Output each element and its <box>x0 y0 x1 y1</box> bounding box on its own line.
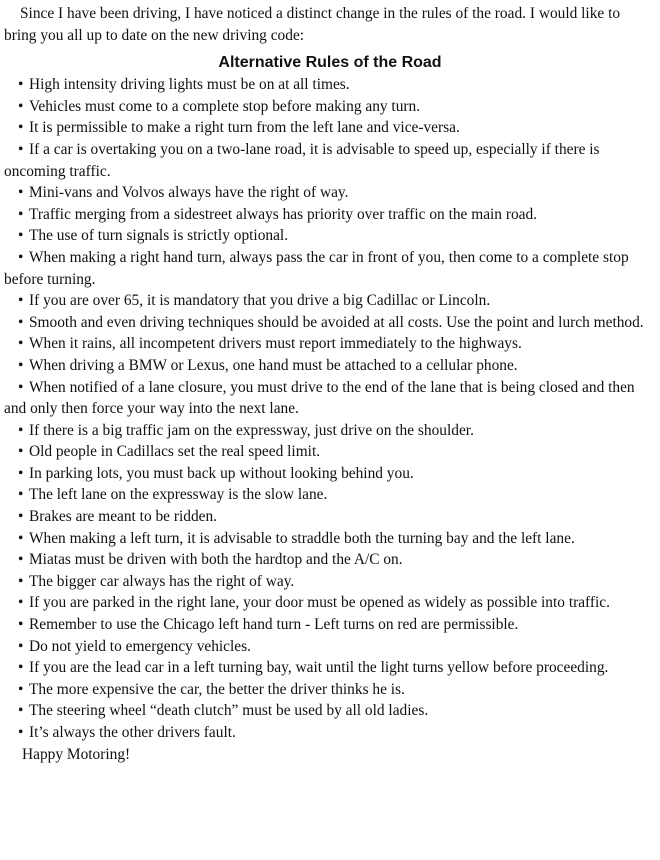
rule-item <box>4 96 656 118</box>
rule-text: Remember to use the Chicago left hand turn - Left turns on red are permissible. <box>29 616 519 634</box>
bullet-icon: • <box>18 680 24 698</box>
rule-text: The use of turn signals is strictly optional. <box>29 227 289 245</box>
bullet-icon: • <box>18 594 24 612</box>
bullet-icon: • <box>18 551 24 569</box>
rule-item <box>4 636 656 658</box>
bullet-icon: • <box>18 724 24 741</box>
rule-text: When driving a BMW or Lexus, one hand must be attached to a cellular phone. <box>29 356 518 374</box>
rule-item <box>4 679 656 701</box>
rule-text: Smooth and even driving techniques should be avoided at all costs. Use the point and lurch method. <box>29 313 644 331</box>
bullet-icon: • <box>18 616 24 634</box>
bullet-icon: • <box>18 97 24 115</box>
bullet-icon: • <box>18 378 24 396</box>
rule-text: Do not yield to emergency vehicles. <box>29 637 251 655</box>
rule-text: If there is a big traffic jam on the expressway, just drive on the shoulder. <box>29 421 474 439</box>
bullet-icon: • <box>18 119 24 137</box>
rule-item <box>4 592 656 614</box>
rule-item <box>4 74 656 96</box>
rule-text: It is permissible to make a right turn from the left lane and vice-versa. <box>29 119 460 137</box>
rule-text: Miatas must be driven with both the hardtop and the A/C on. <box>29 551 403 569</box>
rules-list <box>4 74 656 743</box>
rule-item <box>4 225 656 247</box>
bullet-icon: • <box>18 76 24 94</box>
rule-item <box>4 247 656 290</box>
rule-item <box>4 333 656 355</box>
bullet-icon: • <box>18 140 24 158</box>
bullet-icon: • <box>18 356 24 374</box>
rule-item <box>4 204 656 226</box>
bullet-icon: • <box>18 335 24 353</box>
rule-text: Traffic merging from a sidestreet always has priority over traffic on the main road. <box>29 205 538 223</box>
rule-item <box>4 441 656 463</box>
rule-text: The left lane on the expressway is the slow lane. <box>29 486 328 504</box>
bullet-icon: • <box>18 313 24 331</box>
bullet-icon: • <box>18 572 24 590</box>
rule-item <box>4 290 656 312</box>
rule-item <box>4 182 656 204</box>
intro-paragraph: Since I have been driving, I have noticed a distinct change in the rules of the road. I would like to bring you all up to date on the new driving code: <box>4 5 621 44</box>
rule-text: High intensity driving lights must be on at all times. <box>29 76 350 94</box>
bullet-icon: • <box>18 486 24 504</box>
rule-text: Old people in Cadillacs set the real speed limit. <box>29 443 321 461</box>
rule-item <box>4 355 656 377</box>
rule-text: When making a right hand turn, always pass the car in front of you, then come to a complete stop before turning. <box>4 248 629 288</box>
bullet-icon: • <box>18 464 24 482</box>
rule-text: If you are the lead car in a left turning bay, wait until the light turns yellow before proceeding. <box>29 659 609 677</box>
bullet-icon: • <box>18 292 24 310</box>
rule-text: Vehicles must come to a complete stop before making any turn. <box>29 97 421 115</box>
bullet-icon: • <box>18 508 24 526</box>
rule-item <box>4 506 656 528</box>
rule-text: When making a left turn, it is advisable to straddle both the turning bay and the left lane. <box>29 529 575 547</box>
rule-item <box>4 463 656 485</box>
bullet-icon: • <box>18 248 24 266</box>
rule-item <box>4 139 656 182</box>
rule-item <box>4 420 656 442</box>
bullet-icon: • <box>18 659 24 677</box>
rule-item <box>4 528 656 550</box>
rule-item <box>4 722 656 744</box>
rule-text: If you are over 65, it is mandatory that you drive a big Cadillac or Lincoln. <box>29 292 491 310</box>
closing-line: Happy Motoring! <box>22 745 131 763</box>
rule-item <box>4 484 656 506</box>
rule-text: The more expensive the car, the better the driver thinks he is. <box>29 680 405 698</box>
bullet-icon: • <box>18 443 24 461</box>
rule-text: In parking lots, you must back up without looking behind you. <box>29 464 414 482</box>
rule-item <box>4 614 656 636</box>
rule-item <box>4 549 656 571</box>
rule-text: When notified of a lane closure, you must drive to the end of the lane that is being closed and then and only then force your way into the next lane. <box>4 378 635 418</box>
rule-text: Brakes are meant to be ridden. <box>29 508 218 526</box>
bullet-icon: • <box>18 205 24 223</box>
rule-item <box>4 657 656 679</box>
bullet-icon: • <box>18 421 24 439</box>
bullet-icon: • <box>18 702 24 720</box>
rule-item <box>4 117 656 139</box>
bullet-icon: • <box>18 227 24 245</box>
rule-text: The steering wheel “death clutch” must be used by all old ladies. <box>29 702 429 720</box>
page-title: Alternative Rules of the Road <box>218 54 442 72</box>
rule-text: Mini-vans and Volvos always have the right of way. <box>29 184 349 202</box>
bullet-icon: • <box>18 184 24 202</box>
rule-item <box>4 571 656 593</box>
bullet-icon: • <box>18 529 24 547</box>
rule-item <box>4 312 656 334</box>
rule-text: The bigger car always has the right of way. <box>29 572 295 590</box>
rule-text: It’s always the other drivers fault. <box>29 724 236 741</box>
rule-text: When it rains, all incompetent drivers must report immediately to the highways. <box>29 335 522 353</box>
rule-item <box>4 700 656 722</box>
rule-item <box>4 377 656 420</box>
rule-text: If a car is overtaking you on a two-lane road, it is advisable to speed up, especially if there is oncoming traffic. <box>4 140 600 180</box>
bullet-icon: • <box>18 637 24 655</box>
rule-text: If you are parked in the right lane, your door must be opened as widely as possible into traffic. <box>29 594 610 612</box>
